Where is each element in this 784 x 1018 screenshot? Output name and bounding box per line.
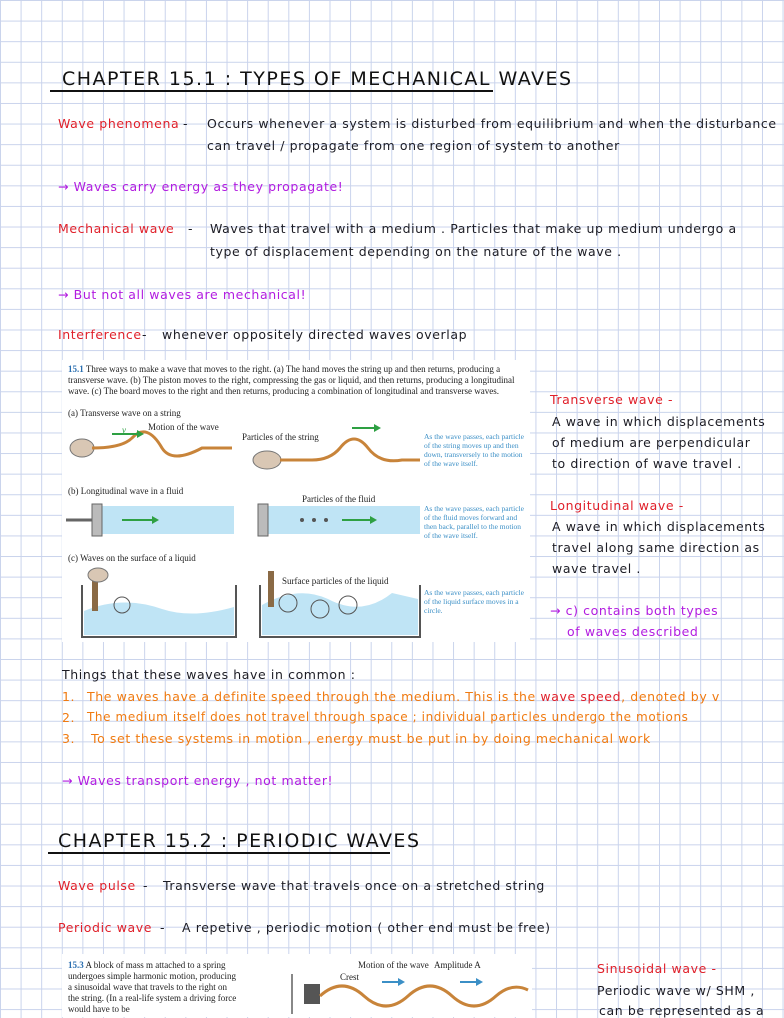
chapter-15-2-title: CHAPTER 15.2 : PERIODIC WAVES	[58, 830, 421, 852]
periodic-wave-term: Periodic wave	[58, 920, 153, 935]
figure-caption	[68, 960, 238, 1015]
sinusoidal-wave-def-line1: Periodic wave w/ SHM ,	[597, 983, 755, 998]
particles-of-string-label: Particles of the string	[242, 432, 319, 442]
panel-c-note: As the wave passes, each particle of the liquid surface moves in a circle.	[424, 588, 524, 615]
longitudinal-wave-illustration	[62, 500, 422, 542]
figure-15-3	[62, 954, 532, 1017]
common-item1-number: 1.	[62, 689, 76, 704]
crest-label: Crest	[340, 972, 359, 982]
common-item3: To set these systems in motion , energy must be put in by doing mechanical work	[91, 731, 651, 746]
note-transport-energy: → Waves transport energy , not matter!	[62, 773, 334, 788]
dash: -	[143, 878, 149, 893]
note-energy: → Waves carry energy as they propagate!	[58, 179, 344, 194]
dash: -	[188, 221, 194, 236]
common-heading: Things that these waves have in common :	[62, 667, 356, 682]
figure-caption	[68, 364, 520, 397]
wave-pulse-term: Wave pulse	[58, 878, 136, 893]
dash: -	[183, 116, 189, 131]
transverse-wave-def-line2: of medium are perpendicular	[552, 435, 751, 450]
note-not-all-mechanical: → But not all waves are mechanical!	[58, 287, 307, 302]
transverse-wave-illustration	[62, 420, 532, 490]
title-underline	[48, 852, 390, 854]
particles-of-fluid-label: Particles of the fluid	[302, 494, 376, 504]
amplitude-label: Amplitude A	[434, 960, 481, 970]
transverse-wave-def-line1: A wave in which displacements	[552, 414, 766, 429]
longitudinal-wave-def-line2: travel along same direction as	[552, 540, 760, 555]
figure-caption-text: Three ways to make a wave that moves to the right. (a) The hand moves the string up and then returns, producing a transverse wave. (b) The piston moves to the right, compressing the gas or liquid, and then returns, producing a longitudinal wave. (c) The board moves to the right and then returns, producing a combination of longitudinal and transverse waves.	[68, 364, 515, 396]
motion-of-wave-label: Motion of the wave	[358, 960, 429, 970]
dash: -	[142, 327, 148, 342]
interference-definition: whenever oppositely directed waves overlap	[162, 327, 468, 342]
mechanical-wave-term: Mechanical wave	[58, 221, 175, 236]
figure-caption-text: A block of mass m attached to a spring undergoes simple harmonic motion, producing a sinusoidal wave that travels to the right on the string. (In a real-life system a driving force would have to be	[68, 960, 237, 1014]
figure-number: 15.1	[68, 364, 84, 374]
motion-of-wave-label: Motion of the wave	[148, 422, 219, 432]
common-item1-end: , denoted by v	[621, 689, 720, 704]
longitudinal-wave-def-line3: wave travel .	[552, 561, 641, 576]
periodic-wave-definition: A repetive , periodic motion ( other end must be free)	[182, 920, 551, 935]
panel-b-label: (b) Longitudinal wave in a fluid	[68, 486, 184, 496]
figure-number: 15.3	[68, 960, 84, 970]
common-item1-text: The waves have a definite speed through the medium. This is the	[87, 689, 536, 704]
sinusoidal-wave-illustration	[272, 968, 530, 1016]
panel-a-label: (a) Transverse wave on a string	[68, 408, 181, 418]
common-item2-number: 2.	[62, 710, 76, 725]
mechanical-wave-definition-line2: type of displacement depending on the nature of the wave .	[210, 244, 622, 259]
panel-c-label: (c) Waves on the surface of a liquid	[68, 553, 196, 563]
wave-phenomena-definition-line2: can travel / propagate from one region of system to another	[207, 138, 620, 153]
panel-b-note: As the wave passes, each particle of the fluid moves forward and then back, parallel to the motion of the wave itself.	[424, 504, 524, 540]
transverse-wave-term: Transverse wave -	[550, 392, 674, 407]
panel-a-note: As the wave passes, each particle of the string moves up and then down, transversely to the motion of the wave itself.	[424, 432, 524, 468]
title-underline	[50, 90, 493, 92]
common-item2: The medium itself does not travel through space ; individual particles undergo the motions	[87, 710, 689, 724]
surface-particles-label: Surface particles of the liquid	[282, 576, 389, 586]
wave-speed-term: wave speed	[540, 689, 622, 704]
note-c-contains-both: → c) contains both types	[550, 603, 719, 618]
sinusoidal-wave-def-line2: can be represented as a	[599, 1003, 765, 1018]
transverse-wave-def-line3: to direction of wave travel .	[552, 456, 742, 471]
dash: -	[160, 920, 166, 935]
sinusoidal-wave-term: Sinusoidal wave -	[597, 961, 717, 976]
longitudinal-wave-term: Longitudinal wave -	[550, 498, 684, 513]
wave-phenomena-definition-line1: Occurs whenever a system is disturbed from equilibrium and when the disturbance	[207, 116, 777, 131]
mechanical-wave-definition-line1: Waves that travel with a medium . Particles that make up medium undergo a	[210, 221, 737, 236]
longitudinal-wave-def-line1: A wave in which displacements	[552, 519, 766, 534]
velocity-label: v	[122, 425, 126, 435]
note-c-contains-both-line2: of waves described	[567, 624, 699, 639]
chapter-15-1-title: CHAPTER 15.1 : TYPES OF MECHANICAL WAVES	[62, 68, 573, 90]
common-item1	[87, 689, 720, 704]
surface-wave-illustration	[62, 565, 422, 643]
wave-phenomena-term: Wave phenomena	[58, 116, 180, 131]
interference-term: Interference	[58, 327, 142, 342]
common-item3-number: 3.	[62, 731, 76, 746]
figure-15-1	[62, 360, 530, 642]
wave-pulse-definition: Transverse wave that travels once on a stretched string	[163, 878, 545, 893]
